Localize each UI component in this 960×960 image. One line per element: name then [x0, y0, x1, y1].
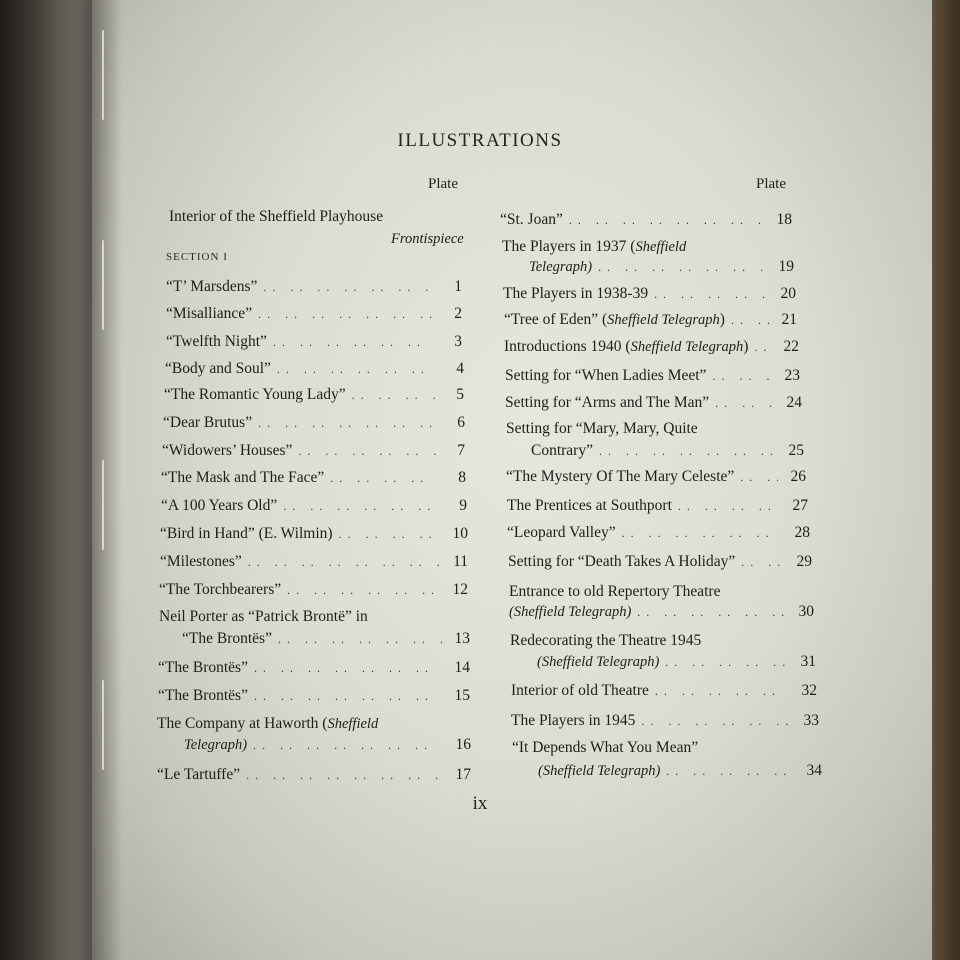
list-item: “T’ Marsdens” .. .. 1 [166, 277, 462, 297]
list-item: Setting for “Death Takes A Holiday” .. .. 29 [508, 552, 812, 572]
list-item-line1: Redecorating the Theatre 1945 [510, 632, 702, 649]
list-item-line1: The Players in 1937 (Sheffield [502, 238, 687, 255]
list-item: Introductions 1940 (Sheffield Telegraph) .. .. 22 [504, 337, 799, 357]
list-item: Telegraph) .. .. 16 [184, 735, 471, 755]
list-item: “A 100 Years Old” .. .. 9 [161, 496, 467, 516]
list-item: “The Mask and The Face” .. .. 8 [161, 468, 466, 488]
page-number: ix [472, 793, 488, 814]
list-item: “Le Tartuffe” .. .. 17 [157, 765, 471, 785]
list-item: “The Mystery Of The Mary Celeste” .. .. 26 [506, 467, 806, 487]
list-item: “The Brontës” .. .. 14 [158, 658, 470, 678]
plate-header-left: Plate [428, 176, 458, 192]
frontispiece-title: Interior of the Sheffield Playhouse [169, 208, 384, 225]
frontispiece-plate: Frontispiece [391, 231, 464, 247]
list-item: The Prentices at Southport .. .. 27 [507, 496, 808, 516]
list-item: “Dear Brutus” .. .. 6 [163, 413, 465, 433]
list-item: “Milestones” .. .. 11 [160, 552, 468, 572]
list-item: “The Brontës” .. .. 13 [182, 629, 470, 649]
list-item: “Bird in Hand” (E. Wilmin) .. .. 10 [160, 524, 468, 544]
section-label: SECTION I [166, 251, 228, 263]
list-item-line1: Setting for “Mary, Mary, Quite [506, 420, 698, 437]
list-item: Telegraph) .. .. 19 [529, 257, 794, 277]
list-item-line1: The Company at Haworth (Sheffield [157, 715, 379, 732]
list-item: The Players in 1938-39 .. .. 20 [503, 284, 796, 304]
list-item: Contrary” .. .. 25 [531, 441, 804, 461]
list-item: “The Romantic Young Lady” .. .. 5 [164, 385, 464, 405]
list-item-line1: Neil Porter as “Patrick Brontë” in [159, 608, 368, 625]
list-item: “Leopard Valley” .. .. 28 [507, 523, 810, 543]
list-item: “Twelfth Night” .. .. 3 [166, 332, 462, 352]
list-item: (Sheffield Telegraph) .. .. 31 [537, 652, 816, 672]
list-item: Interior of old Theatre .. .. 32 [511, 681, 817, 701]
list-item: “The Torchbearers” .. .. 12 [159, 580, 468, 600]
list-item: (Sheffield Telegraph) .. .. 34 [538, 761, 822, 781]
list-item-line1: Entrance to old Repertory Theatre [509, 583, 721, 600]
list-item: Setting for “When Ladies Meet” .. .. 23 [505, 366, 800, 386]
plate-header-right: Plate [756, 176, 786, 192]
list-item: “Widowers’ Houses” .. .. 7 [162, 441, 465, 461]
list-item-line1: “It Depends What You Mean” [512, 739, 699, 756]
list-item: “The Brontës” .. .. 15 [158, 686, 470, 706]
list-item: Setting for “Arms and The Man” .. .. 24 [505, 393, 802, 413]
list-item: “Tree of Eden” (Sheffield Telegraph) .. .. 21 [504, 310, 797, 330]
list-item: “St. Joan” .. .. 18 [500, 210, 792, 230]
page-title: ILLUSTRATIONS [397, 130, 563, 151]
list-item: “Misalliance” .. .. 2 [166, 304, 462, 324]
list-item: The Players in 1945 .. .. 33 [511, 711, 819, 731]
list-item: (Sheffield Telegraph) .. .. 30 [509, 602, 814, 622]
list-item: “Body and Soul” .. .. 4 [165, 359, 464, 379]
